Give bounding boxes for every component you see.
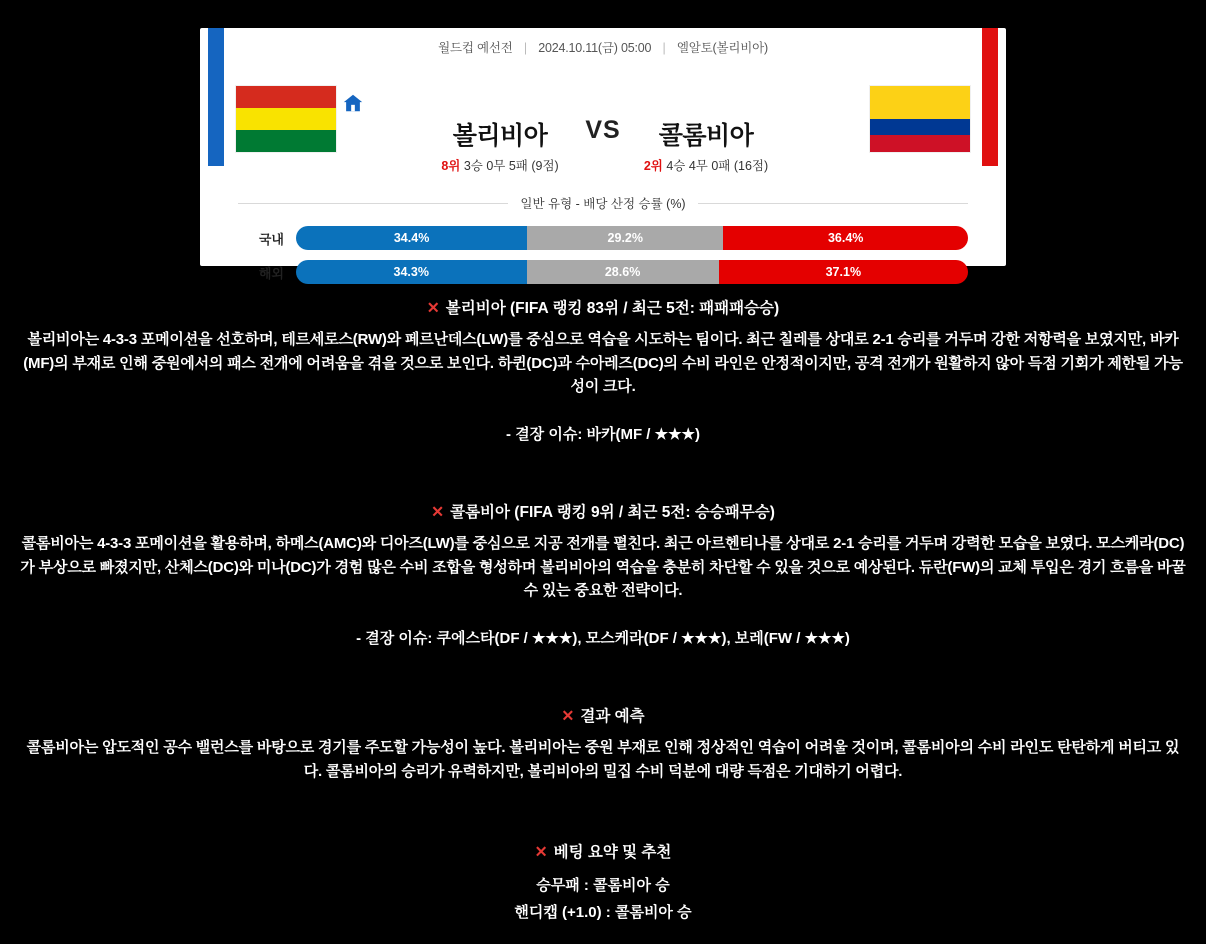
result-prediction-body: 콜롬비아는 압도적인 공수 밸런스를 바탕으로 경기를 주도할 가능성이 높다. 볼리비아는 중원 부재로 인해 정상적인 역습이 어려울 것이며, 콜롬비아의 수비 라인도 탄탄하게 버티고 있다. 콜롬비아의 승리가 유력하지만, 볼리비아의 밀집 수비 덕분에 대량 득점은 기대하기 어렵다.	[26, 739, 1180, 780]
match-venue: 엘알토(볼리비아)	[676, 41, 768, 55]
odds-domestic-away: 36.4%	[723, 226, 968, 250]
betting-summary-title-text: 베팅 요약 및 추천	[553, 843, 672, 861]
home-analysis-title	[18, 296, 1188, 318]
home-team-record: 3승 0무 5패 (9점)	[463, 159, 559, 173]
odds-bar-domestic	[296, 226, 968, 250]
odds-section-header	[238, 194, 968, 212]
betting-line-1: 승무패 : 콜롬비아 승	[536, 876, 670, 894]
result-prediction-title	[18, 704, 1188, 726]
odds-row-overseas-label: 해외	[258, 265, 284, 281]
meta-separator-1: |	[523, 41, 527, 55]
x-mark-icon: ✕	[426, 300, 440, 317]
vs-label: VS	[585, 116, 621, 144]
away-analysis-title	[18, 500, 1188, 522]
home-analysis-title-text: 볼리비아 (FIFA 랭킹 83위 / 최근 5전: 패패패승승)	[445, 300, 780, 317]
result-prediction-block	[18, 704, 1188, 783]
odds-row-domestic-label: 국내	[258, 231, 284, 247]
x-mark-icon: ✕	[431, 504, 445, 522]
odds-row-overseas	[238, 260, 968, 284]
away-team-name: 콜롬비아	[658, 122, 754, 150]
spacer-1	[18, 470, 1188, 500]
x-mark-icon: ✕	[534, 843, 548, 861]
result-prediction-title-text: 결과 예측	[580, 708, 645, 726]
match-meta	[200, 38, 1006, 56]
home-analysis-body: 볼리비아는 4-3-3 포메이션을 선호하며, 테르세로스(RW)와 페르난데스(LW)를 중심으로 역습을 시도하는 팀이다. 최근 칠레를 상대로 2-1 승리를 거두며 강한 저항력을 보였지만, 바카(MF)의 부재로 인해 중원에서의 패스 전개에 어려움을 겪을 것으로 보인다. 하퀸(DC)과 수아레즈(DC)의 수비 라인은 안정적이지만, 공격 전개가 원활하지 않아 득점 기회가 제한될 가능성이 크다.	[23, 331, 1183, 396]
odds-row-domestic	[238, 226, 968, 250]
divider-right	[698, 203, 968, 204]
odds-bar-overseas	[296, 260, 968, 284]
match-card	[200, 28, 1006, 281]
x-mark-icon: ✕	[561, 708, 575, 726]
away-analysis-note: - 결장 이슈: 쿠에스타(DF / ★★★), 모스케라(DF / ★★★), 보레(FW / ★★★)	[356, 630, 850, 648]
away-team-record: 4승 4무 0패 (16점)	[666, 159, 769, 173]
away-analysis-block	[18, 500, 1188, 648]
match-datetime: 2024.10.11(금) 05:00	[538, 41, 652, 55]
meta-separator-2: |	[662, 41, 666, 55]
spacer-2	[18, 674, 1188, 704]
odds-overseas-away: 37.1%	[719, 260, 968, 284]
home-ground-icon	[342, 92, 364, 114]
betting-summary-title	[18, 840, 1188, 862]
home-analysis-note: - 결장 이슈: 바카(MF / ★★★)	[506, 426, 700, 444]
odds-overseas-home: 34.3%	[296, 260, 527, 284]
odds-section-label: 일반 유형 - 배당 산정 승률 (%)	[520, 197, 686, 211]
home-team-rank: 8위	[441, 159, 461, 173]
home-team-name: 볼리비아	[452, 122, 548, 150]
odds-domestic-home: 34.4%	[296, 226, 527, 250]
away-analysis-body: 콜롬비아는 4-3-3 포메이션을 활용하며, 하메스(AMC)와 디아즈(LW)를 중심으로 지공 전개를 펼친다. 최근 아르헨티나를 상대로 2-1 승리를 거두며 강력한 모습을 보였다. 모스케라(DC)가 부상으로 빠졌지만, 산체스(DC)와 미나(DC)가 경험 많은 수비 조합을 형성하며 볼리비아의 역습을 충분히 차단할 수 있을 것으로 예상된다. 듀란(FW)의 교체 투입은 경기 흐름을 바꿀 수 있는 중요한 전략이다.	[20, 535, 1186, 600]
home-analysis-block	[18, 296, 1188, 444]
away-analysis-title-text: 콜롬비아 (FIFA 랭킹 9위 / 최근 5전: 승승패무승)	[450, 504, 775, 522]
league-label: 월드컵 예선전	[438, 41, 513, 55]
analysis-section	[18, 296, 1188, 944]
away-team-rank: 2위	[643, 159, 663, 173]
odds-overseas-draw: 28.6%	[527, 260, 719, 284]
away-team-standing	[576, 156, 836, 174]
divider-left	[238, 203, 508, 204]
odds-domestic-draw: 29.2%	[527, 226, 723, 250]
spacer-3	[18, 810, 1188, 840]
betting-line-2: 핸디캡 (+1.0) : 콜롬비아 승	[514, 903, 692, 921]
betting-summary-block	[18, 840, 1188, 926]
